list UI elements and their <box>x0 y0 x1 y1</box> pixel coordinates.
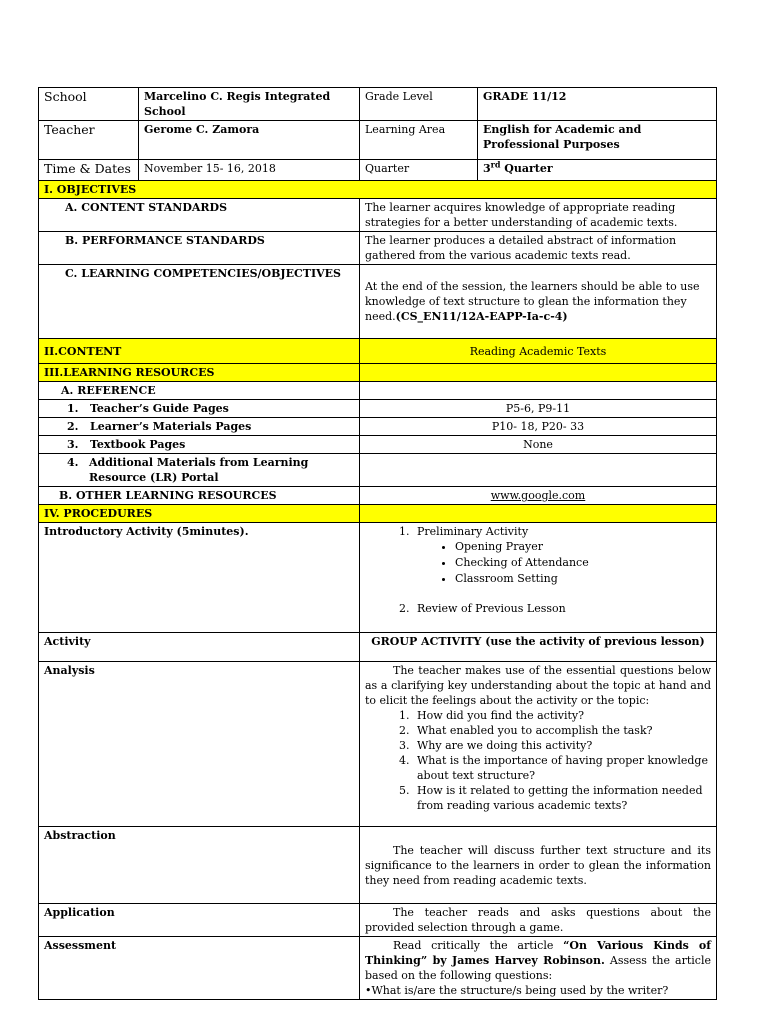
content-standards-label: A. CONTENT STANDARDS <box>39 199 360 232</box>
assessment-question: •What is/are the structure/s being used by the writer? <box>365 984 669 997</box>
application-content <box>360 904 717 937</box>
application-label: Application <box>39 904 360 937</box>
other-resources-label: B. OTHER LEARNING RESOURCES <box>39 487 360 505</box>
resource-item-value <box>360 454 717 487</box>
list-item: 2. What enabled you to accomplish the task? <box>413 723 711 738</box>
abstraction-label: Abstraction <box>39 827 360 904</box>
resources-heading: III.LEARNING RESOURCES <box>39 364 360 382</box>
objectives-heading: I. OBJECTIVES <box>39 181 717 199</box>
resource-item: 2. Learner’s Materials Pages <box>39 418 360 436</box>
reference-label: A. REFERENCE <box>39 382 360 400</box>
list-item: • Classroom Setting <box>455 571 711 587</box>
content-value: Reading Academic Texts <box>360 339 717 364</box>
resource-item: 1. Teacher’s Guide Pages <box>39 400 360 418</box>
list-item: • Checking of Attendance <box>455 555 711 571</box>
analysis-intro: The teacher makes use of the essential questions below as a clarifying key understanding about the topic at hand and to elicit the feelings about the activity or the topic: <box>365 664 711 707</box>
learning-area-value: English for Academic and Professional Purposes <box>478 121 717 160</box>
assessment-text: Read critically the article “On Various Kinds of Thinking” by James Harvey Robinson. Assess the article based on the following questions: <box>365 939 711 982</box>
content-heading: II.CONTENT <box>39 339 360 364</box>
content-standards-text: The learner acquires knowledge of appropriate reading strategies for a better understanding of academic texts. <box>360 199 717 232</box>
resource-item: 4. Additional Materials from Learning Resource (LR) Portal <box>39 454 360 487</box>
lesson-plan-table <box>38 87 717 1000</box>
activity-label: Activity <box>39 633 360 662</box>
resource-item: 3. Textbook Pages <box>39 436 360 454</box>
teacher-value: Gerome C. Zamora <box>139 121 360 160</box>
resource-item-value: P10- 18, P20- 33 <box>360 418 717 436</box>
analysis-content <box>360 662 717 827</box>
teacher-label: Teacher <box>39 121 139 160</box>
performance-standards-label: B. PERFORMANCE STANDARDS <box>39 232 360 265</box>
abstraction-text: The teacher will discuss further text structure and its significance to the learners in order to glean the information they need from reading academic texts. <box>365 844 711 887</box>
competencies-label: C. LEARNING COMPETENCIES/OBJECTIVES <box>39 265 360 339</box>
application-text: The teacher reads and asks questions about the provided selection through a game. <box>365 906 711 934</box>
intro-activity-content <box>360 523 717 633</box>
activity-value: GROUP ACTIVITY (use the activity of previous lesson) <box>360 633 717 662</box>
analysis-label: Analysis <box>39 662 360 827</box>
performance-standards-text: The learner produces a detailed abstract of information gathered from the various academic texts read. <box>360 232 717 265</box>
list-item: 4. What is the importance of having proper knowledge about text structure? <box>413 753 711 783</box>
list-item: 1. How did you find the activity? <box>413 708 711 723</box>
school-label: School <box>39 88 139 121</box>
list-item: 2. Review of Previous Lesson <box>413 601 711 616</box>
assessment-label: Assessment <box>39 937 360 1000</box>
intro-activity-label: Introductory Activity (5minutes). <box>39 523 360 633</box>
quarter-label: Quarter <box>360 160 478 181</box>
resource-item-value: P5-6, P9-11 <box>360 400 717 418</box>
grade-level-value: GRADE 11/12 <box>478 88 717 121</box>
quarter-value: 3rd Quarter <box>478 160 717 181</box>
resource-item-value: None <box>360 436 717 454</box>
list-item: 3. Why are we doing this activity? <box>413 738 711 753</box>
grade-level-label: Grade Level <box>360 88 478 121</box>
time-dates-label: Time & Dates <box>39 160 139 181</box>
learning-area-label: Learning Area <box>360 121 478 160</box>
abstraction-content <box>360 827 717 904</box>
list-item: • Opening Prayer <box>455 539 711 555</box>
other-resources-link[interactable]: www.google.com <box>360 487 717 505</box>
assessment-content <box>360 937 717 1000</box>
list-item: 1. Preliminary Activity <box>413 524 711 539</box>
procedures-heading: IV. PROCEDURES <box>39 505 360 523</box>
time-dates-value: November 15- 16, 2018 <box>139 160 360 181</box>
school-value: Marcelino C. Regis Integrated School <box>139 88 360 121</box>
list-item: 5. How is it related to getting the information needed from reading various academic texts? <box>413 783 711 813</box>
competencies-text: At the end of the session, the learners should be able to use knowledge of text structure to glean the information they need.(CS_EN11/12A-EAPP-Ia-c-4) <box>360 265 717 339</box>
